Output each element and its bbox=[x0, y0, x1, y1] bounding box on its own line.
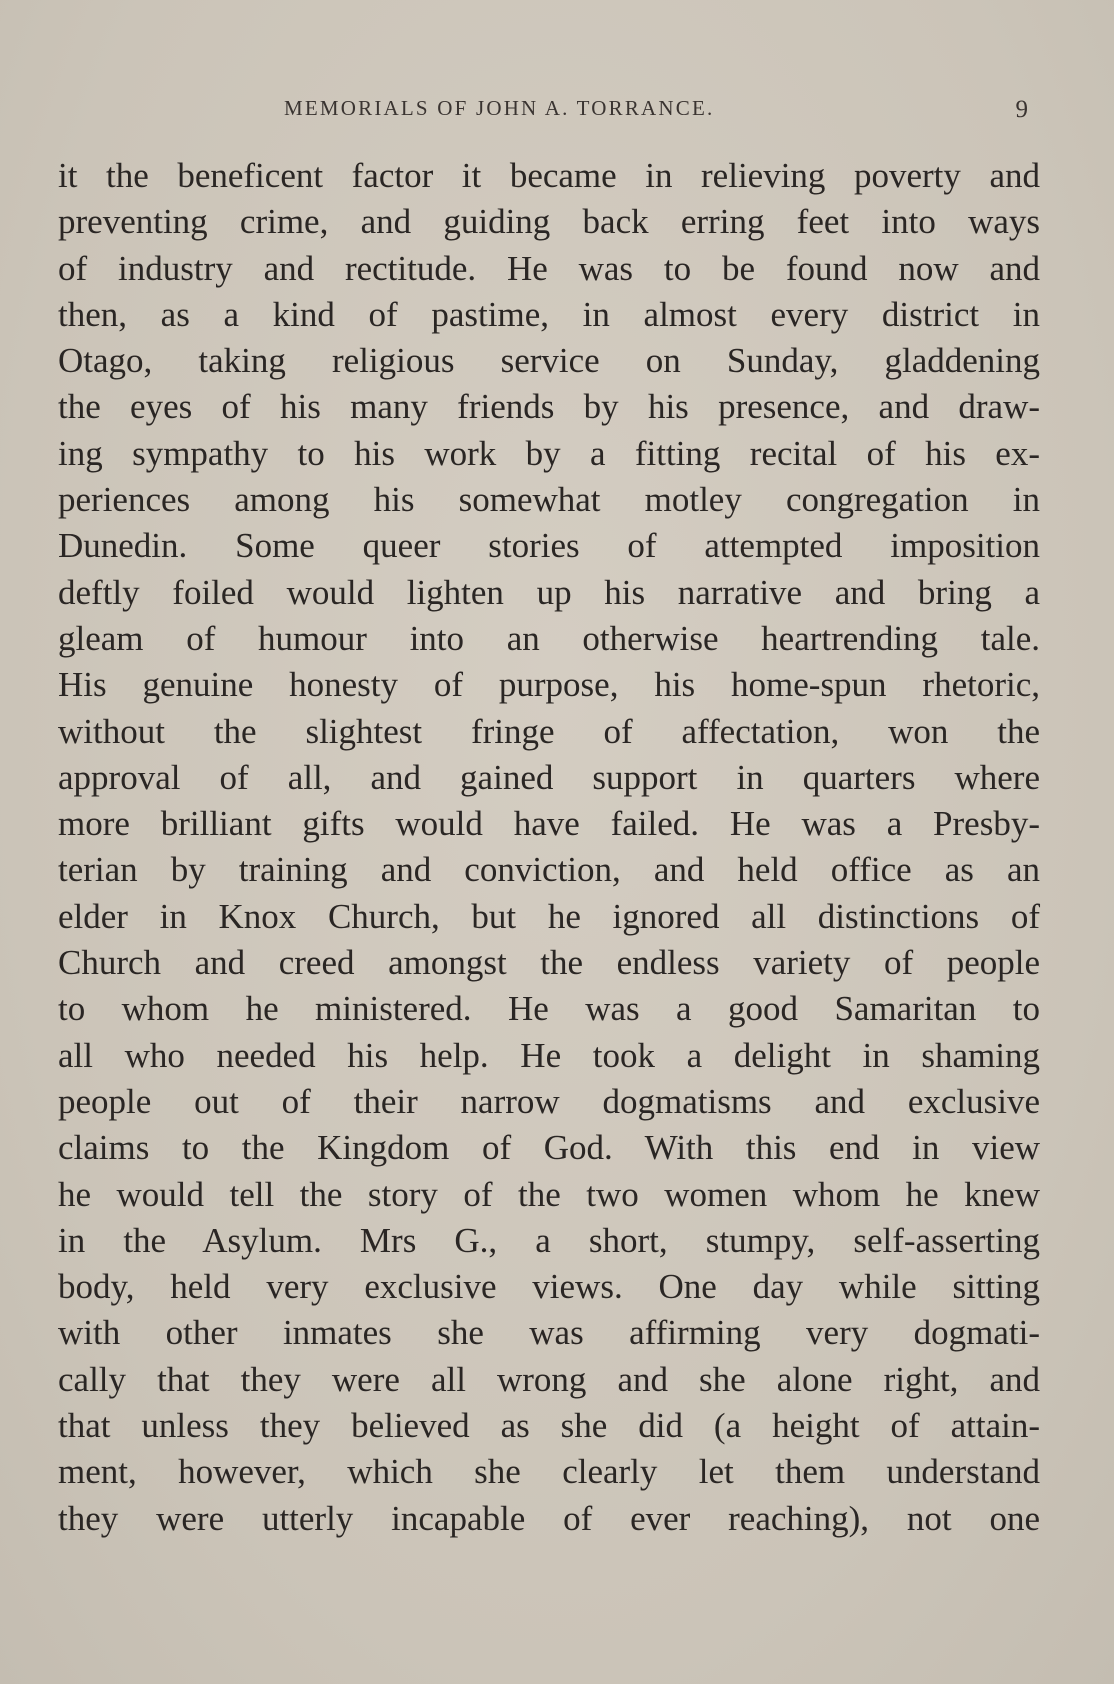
page-number: 9 bbox=[1015, 96, 1028, 123]
text-line: they were utterly incapable of ever reaching), not one bbox=[58, 1498, 1040, 1538]
text-line: then, as a kind of pastime, in almost every district in bbox=[58, 294, 1040, 334]
text-line: body, held very exclusive views. One day while sitting bbox=[58, 1267, 1040, 1307]
text-line: Otago, taking religious service on Sunday, gladdening bbox=[58, 341, 1040, 381]
text-line: terian by training and conviction, and held office as an bbox=[58, 850, 1040, 890]
text-line: claims to the Kingdom of God. With this end in view bbox=[58, 1128, 1040, 1168]
text-line: to whom he ministered. He was a good Samaritan to bbox=[58, 989, 1040, 1029]
text-line: in the Asylum. Mrs G., a short, stumpy, self-asserting bbox=[58, 1220, 1040, 1260]
text-line: he would tell the story of the two women whom he knew bbox=[58, 1174, 1040, 1214]
text-line: deftly foiled would lighten up his narrative and bring a bbox=[58, 572, 1040, 612]
text-line: periences among his somewhat motley congregation in bbox=[58, 480, 1040, 520]
text-line: the eyes of his many friends by his presence, and draw- bbox=[58, 387, 1040, 427]
text-line: elder in Knox Church, but he ignored all distinctions of bbox=[58, 896, 1040, 936]
text-line: ment, however, which she clearly let them understand bbox=[58, 1452, 1040, 1492]
text-line: more brilliant gifts would have failed. He was a Presby- bbox=[58, 804, 1040, 844]
text-line: cally that they were all wrong and she alone right, and bbox=[58, 1359, 1040, 1399]
running-head bbox=[58, 96, 1028, 132]
text-line: His genuine honesty of purpose, his home-spun rhetoric, bbox=[58, 665, 1040, 705]
text-line: without the slightest fringe of affectation, won the bbox=[58, 711, 1040, 751]
text-line: all who needed his help. He took a delight in shaming bbox=[58, 1035, 1040, 1075]
text-line: Church and creed amongst the endless variety of people bbox=[58, 943, 1040, 983]
text-line: it the beneficent factor it became in relieving poverty and bbox=[58, 156, 1040, 195]
text-line: ing sympathy to his work by a fitting recital of his ex- bbox=[58, 433, 1040, 473]
text-line: gleam of humour into an otherwise heartrending tale. bbox=[58, 618, 1040, 658]
body-text bbox=[58, 153, 1040, 1542]
text-line: that unless they believed as she did (a height of attain- bbox=[58, 1406, 1040, 1446]
text-line: preventing crime, and guiding back erring feet into ways bbox=[58, 202, 1040, 242]
text-line: of industry and rectitude. He was to be found now and bbox=[58, 248, 1040, 288]
text-line: people out of their narrow dogmatisms and exclusive bbox=[58, 1081, 1040, 1121]
running-title: MEMORIALS OF JOHN A. TORRANCE. bbox=[284, 96, 715, 120]
text-line: with other inmates she was affirming very dogmati- bbox=[58, 1313, 1040, 1353]
text-line: Dunedin. Some queer stories of attempted imposition bbox=[58, 526, 1040, 566]
text-line: approval of all, and gained support in quarters where bbox=[58, 757, 1040, 797]
